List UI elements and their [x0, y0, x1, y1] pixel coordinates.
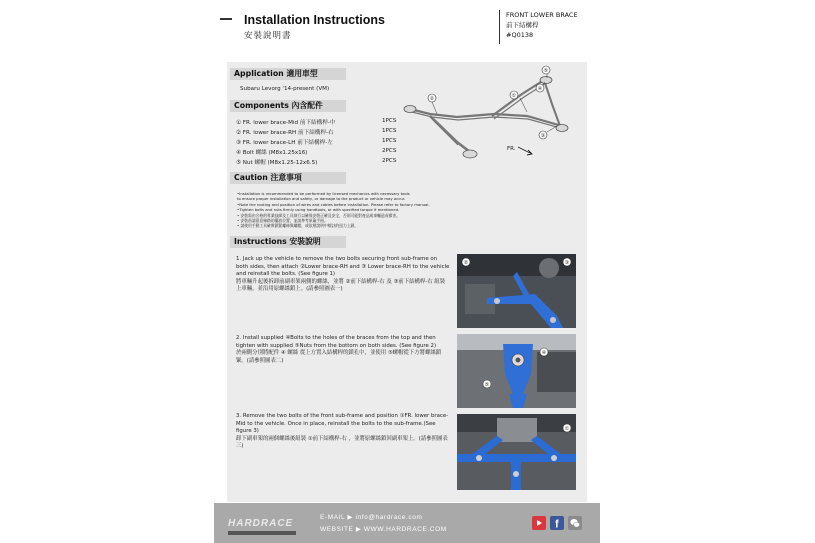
- step-text-en: 3. Remove the two bolts of the front sub-frame and position ①FR. lower brace-Mid to the vehicle. Once in place, reinstall the bolts to the sub-frame.(See figure 3): [236, 413, 449, 435]
- caution-line: •Tighten bolts and nuts firmly using handtools, or with specified torque if mentioned.: [237, 207, 400, 213]
- instruction-step-3: [236, 413, 450, 451]
- figure-3-callout: ①: [564, 426, 570, 432]
- figure-2-callout: ④: [541, 350, 547, 356]
- caution-line: •Installation is recommended to be performed by licensed mechanics with necessary tools: [237, 191, 410, 196]
- callout-4: ④: [537, 86, 543, 92]
- component-item: ④ Bolt 螺絲 (M8x1.25x16): [236, 150, 308, 156]
- caution-line: to ensure proper installation and safety, or damage to the product or vehicle may occur.: [237, 196, 406, 202]
- caution-line: • 安裝需由合格的專業技師及工具執行以確保安裝正確及安全，否則可能對產品或車輛造成損害。: [237, 212, 400, 218]
- figure-1-photo: [457, 254, 576, 328]
- component-qty: 2PCS: [382, 148, 397, 154]
- footer-website[interactable]: WEBSITE ▶ WWW.HARDRACE.COM: [320, 526, 447, 533]
- product-name: FRONT LOWER BRACE: [506, 11, 578, 19]
- component-item: ③ FR. lower brace-LH 前下結構桿-左: [236, 140, 333, 146]
- brand-logo-strip: [228, 531, 296, 535]
- component-item: ⑤ Nut 螺帽 (M8x1.25-12x6.5): [236, 160, 318, 166]
- instruction-sheet: [214, 0, 600, 543]
- youtube-icon[interactable]: [532, 516, 546, 530]
- component-qty: 1PCS: [382, 118, 397, 124]
- header-accent-bar: [220, 18, 232, 20]
- callout-1: ①: [511, 93, 517, 99]
- instructions-heading: Instructions 安裝說明: [230, 236, 346, 248]
- product-name-zh: 前下結構桿: [506, 21, 539, 29]
- component-item: ① FR. lower brace-Mid 前下結構桿-中: [236, 120, 336, 126]
- content-panel: [227, 62, 587, 502]
- brace-diagram: [402, 64, 582, 164]
- figure-2-callout: ⑤: [484, 382, 490, 388]
- callout-5: ⑤: [543, 68, 549, 74]
- direction-label: FR.: [507, 146, 516, 152]
- step-text-en: 1. Jack up the vehicle to remove the two bolts securing front sub-frame on both sides, then attach ②Lower brace-RH and ③ Lower brace-RH to the vehicle and reinstall the bolts. (See figure 1): [236, 256, 450, 278]
- application-vehicle: Subaru Levorg '14-present (VM): [240, 86, 330, 92]
- figure-1-callout: ③: [564, 260, 570, 266]
- header-divider: [499, 10, 500, 44]
- product-code: #Q0138: [506, 31, 534, 39]
- svg-text:f: f: [555, 518, 559, 530]
- callout-3: ③: [540, 133, 546, 139]
- step-text-zh: 將車輛升起後拆卸前副車架兩側的螺絲，並將 ②前下結構桿-右 及 ③前下結構桿-右 組裝上車輛，並沿用原螺絲鎖上。(請參照圖表一): [236, 278, 446, 293]
- instruction-step-2: [236, 335, 450, 365]
- caution-line: • 請使用手動工具確實鎖緊螺絲與螺帽，或依照說明中標註的扭力上鎖。: [237, 223, 359, 229]
- caution-heading: Caution 注意事項: [230, 172, 346, 184]
- page-title: Installation Instructions: [244, 13, 385, 27]
- facebook-icon[interactable]: [550, 516, 564, 530]
- application-heading: Application 適用車型: [230, 68, 346, 80]
- caution-line: •Note the routing and position of wires and cables before installation. Please refer to factory manual.: [237, 201, 430, 207]
- front-arrow-icon: [518, 147, 532, 155]
- caution-line: • 安裝前請留意線路的擺放位置，並請參考原廠手冊。: [237, 218, 328, 224]
- step-text-zh: 於兩側分別將配件 ④ 螺絲 從上方置入結構桿的鎖孔中，並使用 ⑤螺帽從下方將螺絲鎖緊。(請參照圖表二): [236, 350, 442, 364]
- wechat-icon[interactable]: [568, 516, 582, 530]
- component-item: ② FR. lower brace-RH 前下結構桿-右: [236, 130, 334, 136]
- product-info: [506, 10, 578, 40]
- figure-1-callout: ②: [463, 260, 469, 266]
- component-qty: 1PCS: [382, 128, 397, 134]
- component-qty: 2PCS: [382, 158, 397, 164]
- caution-list: [237, 191, 430, 229]
- footer-email[interactable]: E-MAIL ▶ info@hardrace.com: [320, 514, 423, 521]
- components-heading: Components 內含配件: [230, 100, 346, 112]
- instruction-step-1: [236, 256, 450, 294]
- step-text-zh: 卸下副車架的兩個螺絲後組裝 ①前下結構桿-右 ，並將原螺絲鎖回副車架上。(請參照圖表三): [236, 435, 448, 450]
- callout-2: ②: [429, 96, 435, 102]
- brand-logo: HARDRACE: [228, 518, 294, 529]
- page-subtitle: 安裝說明書: [244, 31, 292, 41]
- figure-3-photo: [457, 414, 576, 490]
- footer: [214, 503, 600, 543]
- component-qty: 1PCS: [382, 138, 397, 144]
- figure-2-photo: [457, 334, 576, 408]
- step-text-en: 2. Install supplied ④Bolts to the holes of the braces from the top and then tighten with supplied ⑤Nuts from the bottom on both sides. (See figure 2): [236, 335, 437, 349]
